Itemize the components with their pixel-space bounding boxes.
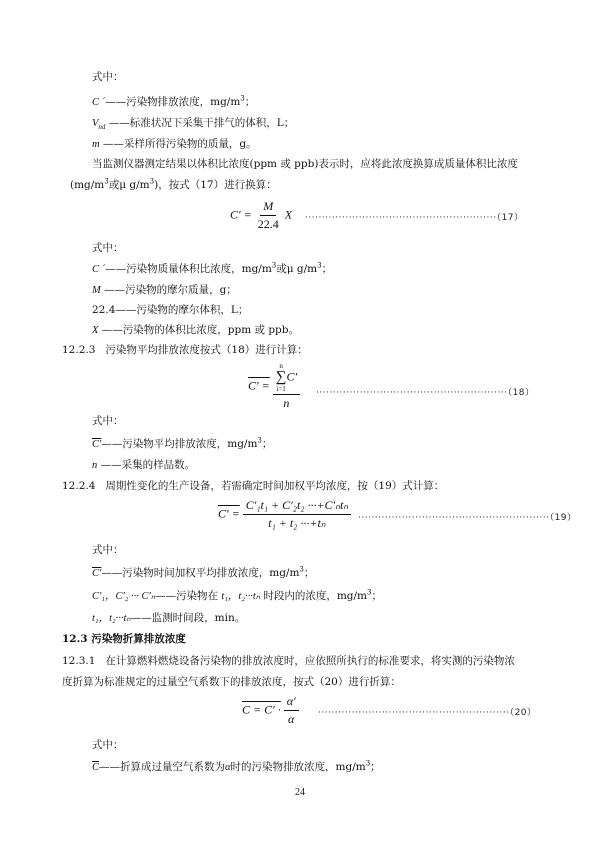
section-12-2-3: 12.2.3 污染物平均排放浓度按式（18）进行计算： xyxy=(62,344,308,356)
definition-line: X ——污染物的体积比浓度，ppm 或 ppb。 xyxy=(92,324,299,336)
paragraph-line: 度折算为标准规定的过量空气系数下的排放浓度，按式（20）进行折算： xyxy=(62,676,401,688)
paragraph-line: 当监测仪器测定结果以体积比浓度(ppm 或 ppb)表示时，应将此浓度换算成质量体积比浓度 xyxy=(92,158,518,170)
definition-line: C′₁，C′₂ ··· C′ₙ——污染物在 t₁，t₂···tₙ 时段内的浓度，$mg/m^3$； xyxy=(92,588,382,602)
definition-line: M ——污染物的摩尔质量，g； xyxy=(92,284,237,296)
definition-line: $\overline{C}——$折算成过量空气系数为α时的污染物排放浓度，$mg/m^3$； xyxy=(92,759,381,773)
definition-line: m ——采样所得污染物的质量，g。 xyxy=(92,138,257,150)
formula-17: C′ = $\frac{M}{22.4}$ X xyxy=(230,199,293,231)
leader-dots: ·························································（18） xyxy=(316,388,535,398)
definition-line: C ´——污染物排放浓度，$mg/m^3$； xyxy=(92,94,256,108)
text-line: 式中： xyxy=(92,544,124,556)
definition-line: $V_{nd}$ ——标准状况下采集干排气的体积，L； xyxy=(92,117,295,132)
formula-20: C = C′ · $\frac{\alpha'}{\alpha}$ xyxy=(242,694,299,727)
definition-line: t₁，t₂···tₙ——监测时间段，min。 xyxy=(92,612,246,624)
text-line: 式中： xyxy=(92,739,124,751)
definition-line: C'——污染物时间加权平均排放浓度，$mg/m^3$； xyxy=(92,565,315,579)
definition-line: n ——采集的样品数。 xyxy=(92,459,196,471)
section-12-3-heading: 12.3 污染物折算排放浓度 xyxy=(62,633,186,645)
definition-line: C ´——污染物质量体积比浓度，$mg/m^3$或μ $g/m^3$； xyxy=(92,261,333,275)
leader-dots: ·························································（17） xyxy=(305,213,524,223)
page-number: 24 xyxy=(295,787,305,798)
definition-line: C'——污染物平均排放浓度，$mg/m^3$； xyxy=(92,436,273,450)
section-12-2-4: 12.2.4 周期性变化的生产设备，若需确定时间加权平均浓度，按（19）式计算： xyxy=(62,480,445,492)
definition-line: 22.4——污染物的摩尔体积，L； xyxy=(92,304,249,316)
text-line: 式中： xyxy=(92,71,124,83)
leader-dots: ·························································（20） xyxy=(318,708,537,718)
formula-18: C′ = n ∑ i=1 C′ n xyxy=(248,362,300,411)
paragraph-line: ($mg/m^3$或μ $g/m^3$)，按式（17）进行换算： xyxy=(70,177,277,191)
text-line: 式中： xyxy=(92,242,124,254)
leader-dots: ·························································（19） xyxy=(358,513,577,523)
text-line: 式中： xyxy=(92,415,124,427)
formula-19: C′ = $\frac{\text{C′₁t₁ + C′₂t₂ ···+C′ₙtₙ}}{\text{t₁ + t₂ ···+tₙ}}$ xyxy=(218,498,351,531)
section-12-3-1: 12.3.1 在计算燃料燃烧设备污染物的排放浓度时，应依照所执行的标准要求，将实测的污染物浓 xyxy=(62,655,515,667)
